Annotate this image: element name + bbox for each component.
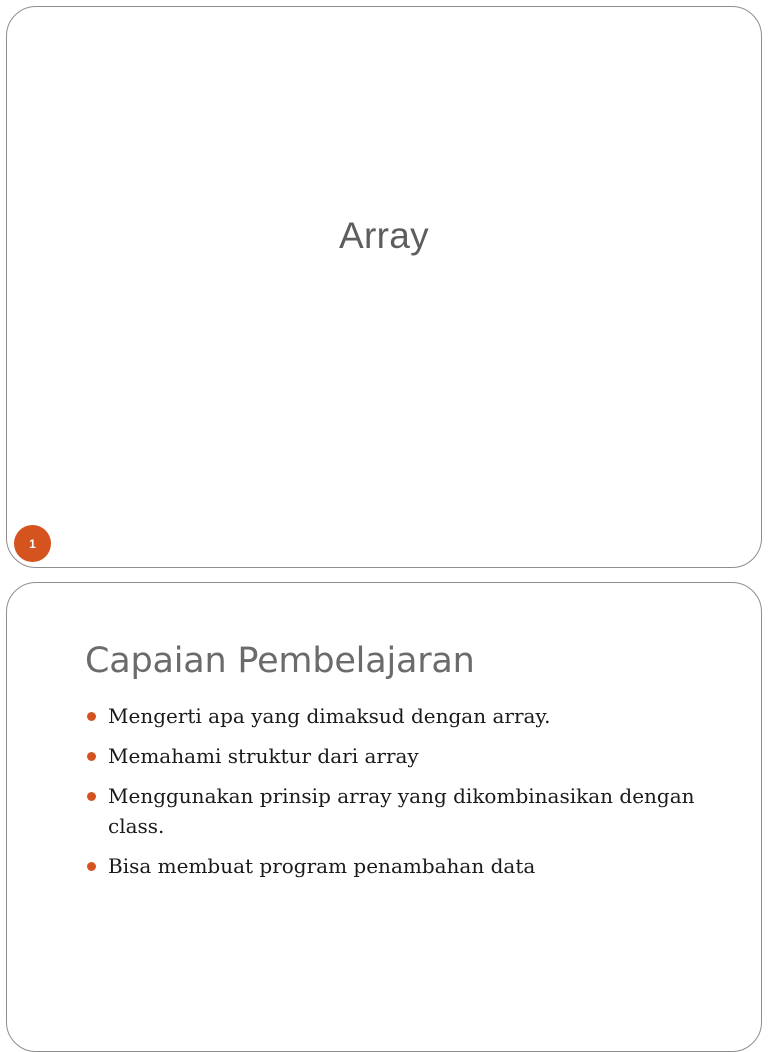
bullet-text: Bisa membuat program penambahan data: [108, 854, 536, 878]
bullet-item: [85, 781, 695, 841]
bullet-dot-icon: [87, 712, 96, 721]
slide-heading: Capaian Pembelajaran: [85, 641, 475, 681]
bullet-dot-icon: [87, 862, 96, 871]
bullet-dot-icon: [87, 792, 96, 801]
slide-1: [6, 6, 762, 568]
slide-2: [6, 582, 762, 1052]
bullet-list: [85, 701, 695, 891]
bullet-dot-icon: [87, 752, 96, 761]
slide-title: Array: [339, 215, 429, 256]
bullet-item: [85, 851, 695, 881]
slide-number-badge: 1: [14, 525, 51, 562]
bullet-text: Menggunakan prinsip array yang dikombinasikan dengan class.: [108, 784, 695, 838]
bullet-item: [85, 741, 695, 771]
bullet-item: [85, 701, 695, 731]
bullet-text: Mengerti apa yang dimaksud dengan array.: [108, 704, 551, 728]
bullet-text: Memahami struktur dari array: [108, 744, 419, 768]
